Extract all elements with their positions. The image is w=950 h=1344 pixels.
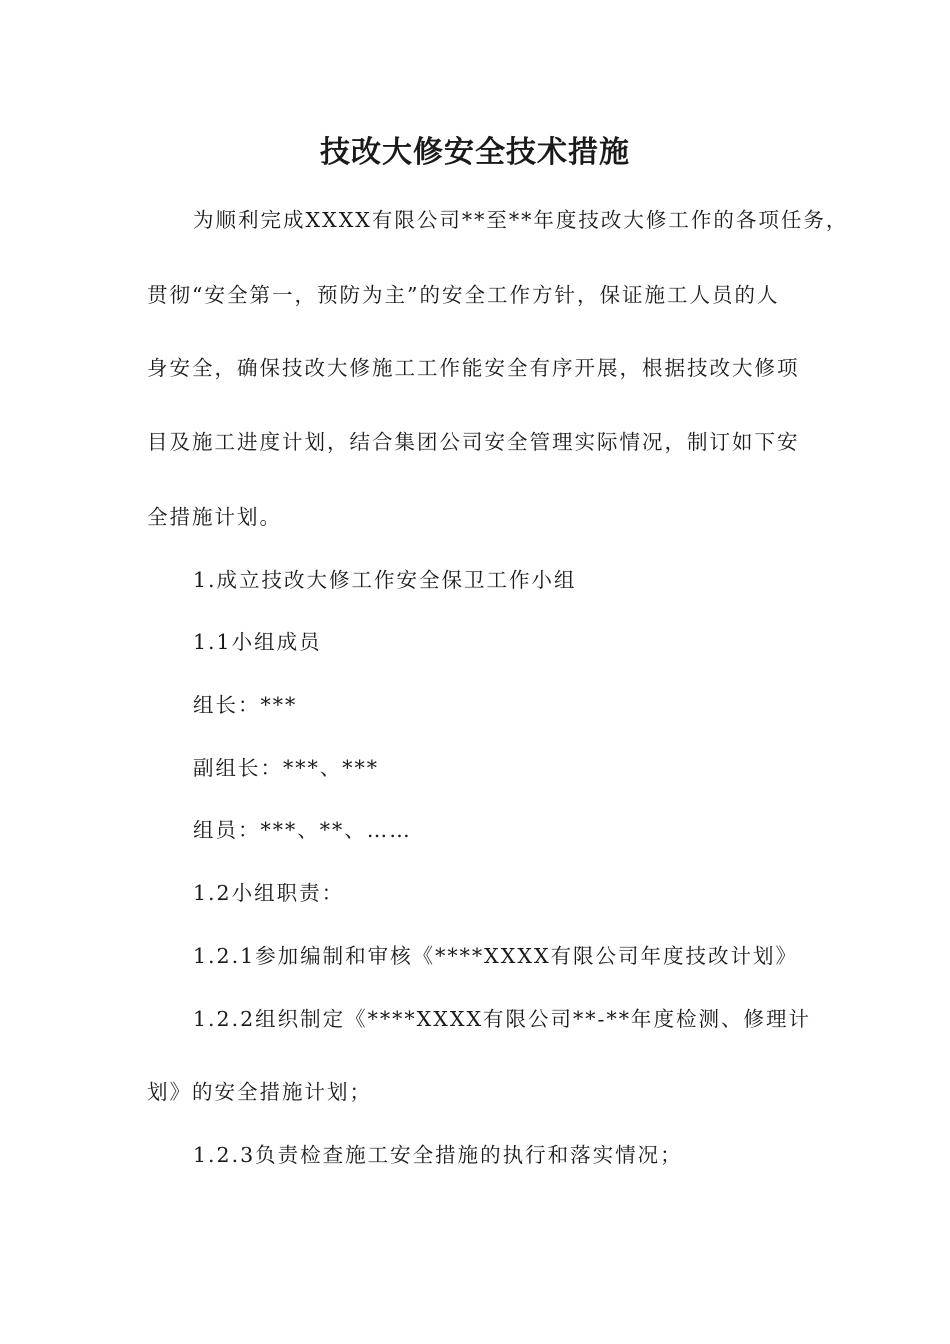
leader-line: 组长：*** xyxy=(193,693,298,717)
section-1-2-heading: 1.2小组职责： xyxy=(193,881,345,905)
members-line: 组员：***、**、…… xyxy=(193,818,412,842)
section-1-heading: 1.成立技改大修工作安全保卫工作小组 xyxy=(193,568,577,592)
intro-line-2: 贯彻“安全第一，预防为主”的安全工作方针，保证施工人员的人 xyxy=(147,283,780,307)
intro-line-4: 目及施工进度计划，结合集团公司安全管理实际情况，制订如下安 xyxy=(147,430,800,454)
deputy-leader-line: 副组长：***、*** xyxy=(193,756,379,780)
duty-2-line-1: 1.2.2组织制定《****XXXX有限公司**-**年度检测、修理计 xyxy=(193,1007,811,1031)
intro-line-1: 为顺利完成XXXX有限公司**至**年度技改大修工作的各项任务， xyxy=(193,208,849,232)
duty-3-line: 1.2.3负责检查施工安全措施的执行和落实情况； xyxy=(193,1143,683,1167)
duty-1-line: 1.2.1参加编制和审核《****XXXX有限公司年度技改计划》 xyxy=(193,944,799,968)
intro-line-5: 全措施计划。 xyxy=(147,505,282,529)
intro-line-3: 身安全，确保技改大修施工工作能安全有序开展，根据技改大修项 xyxy=(147,356,800,380)
section-1-1-heading: 1.1小组成员 xyxy=(193,630,322,654)
duty-2-line-2: 划》的安全措施计划； xyxy=(147,1080,372,1104)
document-title: 技改大修安全技术措施 xyxy=(320,135,630,170)
